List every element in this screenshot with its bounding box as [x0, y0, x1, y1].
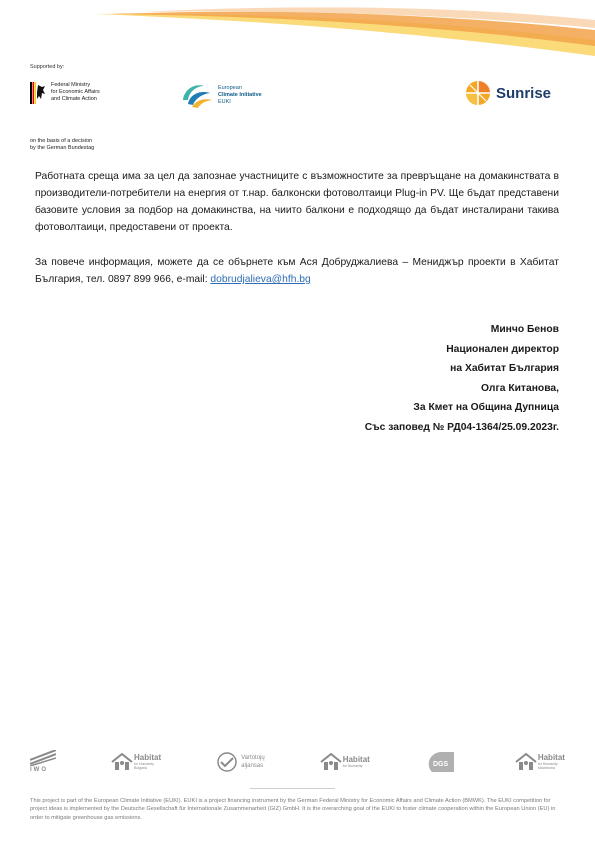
decision-line: on the basis of a decision: [30, 138, 93, 144]
habitat-house-icon: [110, 752, 134, 772]
sunrise-icon: [465, 80, 491, 106]
habitat-sub: for Humanity: [342, 764, 363, 768]
header-swoosh: [0, 0, 595, 70]
body-paragraph-1: Работната среща има за цел да запознае участниците с възможностите за превръщане на домакинствата в производители-потребители на енергия от т.нар. балконски фотоволтаици Plug-in PV. Ще бъдат представени базовите условия за подбор на домакинства, на чиито балкони е подходящо да бъдат инсталирани такива фотоволтаици, предоставени от проекта.: [35, 171, 559, 233]
euki-logo: [180, 80, 262, 110]
signature-title: Национален директор: [446, 343, 559, 355]
sunrise-logo: [465, 80, 551, 106]
habitat-bulgaria-logo: [110, 752, 161, 772]
supported-by-label: Supported by:: [30, 64, 65, 70]
dgs-logo: [424, 750, 460, 774]
dgs-icon: [424, 750, 460, 774]
body-paragraph-2: [35, 254, 559, 288]
signature-name-2: Олга Китанова,: [481, 382, 559, 394]
footer-divider: [250, 788, 335, 789]
euki-line: EUKI: [218, 98, 231, 105]
federal-eagle-icon: [30, 82, 46, 104]
iwo-label: IWO: [30, 767, 48, 773]
bmwk-line: for Economic Affairs: [51, 89, 100, 95]
habitat-label: Habitat: [537, 753, 565, 762]
dgs-label: DGS: [432, 761, 448, 768]
vartotoju-line: Vartotojų: [241, 755, 265, 761]
habitat-label: Habitat: [342, 755, 370, 764]
decision-line: by the German Bundestag: [30, 145, 95, 151]
euki-line: European: [218, 84, 242, 91]
contact-text: За повече информация, можете да се обърнете към Ася Добруджалиева – Мениджър проекти в Хабитат България, тел. 0897 899 966, e-mail:: [35, 257, 559, 285]
habitat-house-icon: [319, 752, 343, 772]
bundestag-decision-note: [30, 138, 94, 152]
email-link[interactable]: dobrudjalieva@hfh.bg: [210, 274, 311, 285]
bmwk-logo: [30, 82, 100, 104]
sunrise-wordmark: Sunrise: [496, 84, 552, 102]
signature-block: [365, 320, 559, 437]
footer-disclaimer: This project is part of the European Climate Initiative (EUKI). EUKI is a project financing instrument by the German Federal Ministry for Economic Affairs and Climate Action (BMWK). The EUKI competition for project ideas is implemented by the Deutsche Gesellschaft für Internationale Zusammenarbeit (GIZ) GmbH. It is the overarching goal of the EUKI to foster climate cooperation within the European Union (EU) in order to mitigate greenhouse gas emissions.: [30, 798, 556, 821]
euki-line: Climate Initiative: [218, 91, 262, 98]
vartotoju-line: aljansas: [241, 763, 264, 769]
habitat-sub: for Humanity: [134, 762, 154, 766]
habitat-house-icon: [514, 752, 538, 772]
signature-name: Минчо Бенов: [490, 324, 559, 335]
bmwk-line: and Climate Action: [51, 96, 97, 102]
habitat-sub: for Humanity: [537, 762, 558, 766]
habitat-country: Macedonia: [537, 766, 555, 770]
signature-org: на Хабитат България: [450, 363, 559, 374]
habitat-label: Habitat: [134, 753, 162, 762]
habitat-logo-2: [319, 752, 370, 772]
habitat-macedonia-logo: [514, 752, 565, 772]
vartotoju-icon: [215, 752, 239, 772]
euki-icon: [180, 80, 214, 110]
habitat-country: Bulgaria: [134, 766, 147, 770]
bmwk-line: Federal Ministry: [51, 82, 91, 88]
vartotoju-aljansas-logo: [215, 752, 265, 772]
iwo-icon: [30, 750, 56, 766]
iwo-logo: [30, 750, 56, 774]
signature-order: Със заповед № РД04-1364/25.09.2023г.: [364, 421, 559, 433]
signature-title-2: За Кмет на Община Дупница: [413, 402, 559, 413]
partner-logos: [30, 748, 565, 776]
